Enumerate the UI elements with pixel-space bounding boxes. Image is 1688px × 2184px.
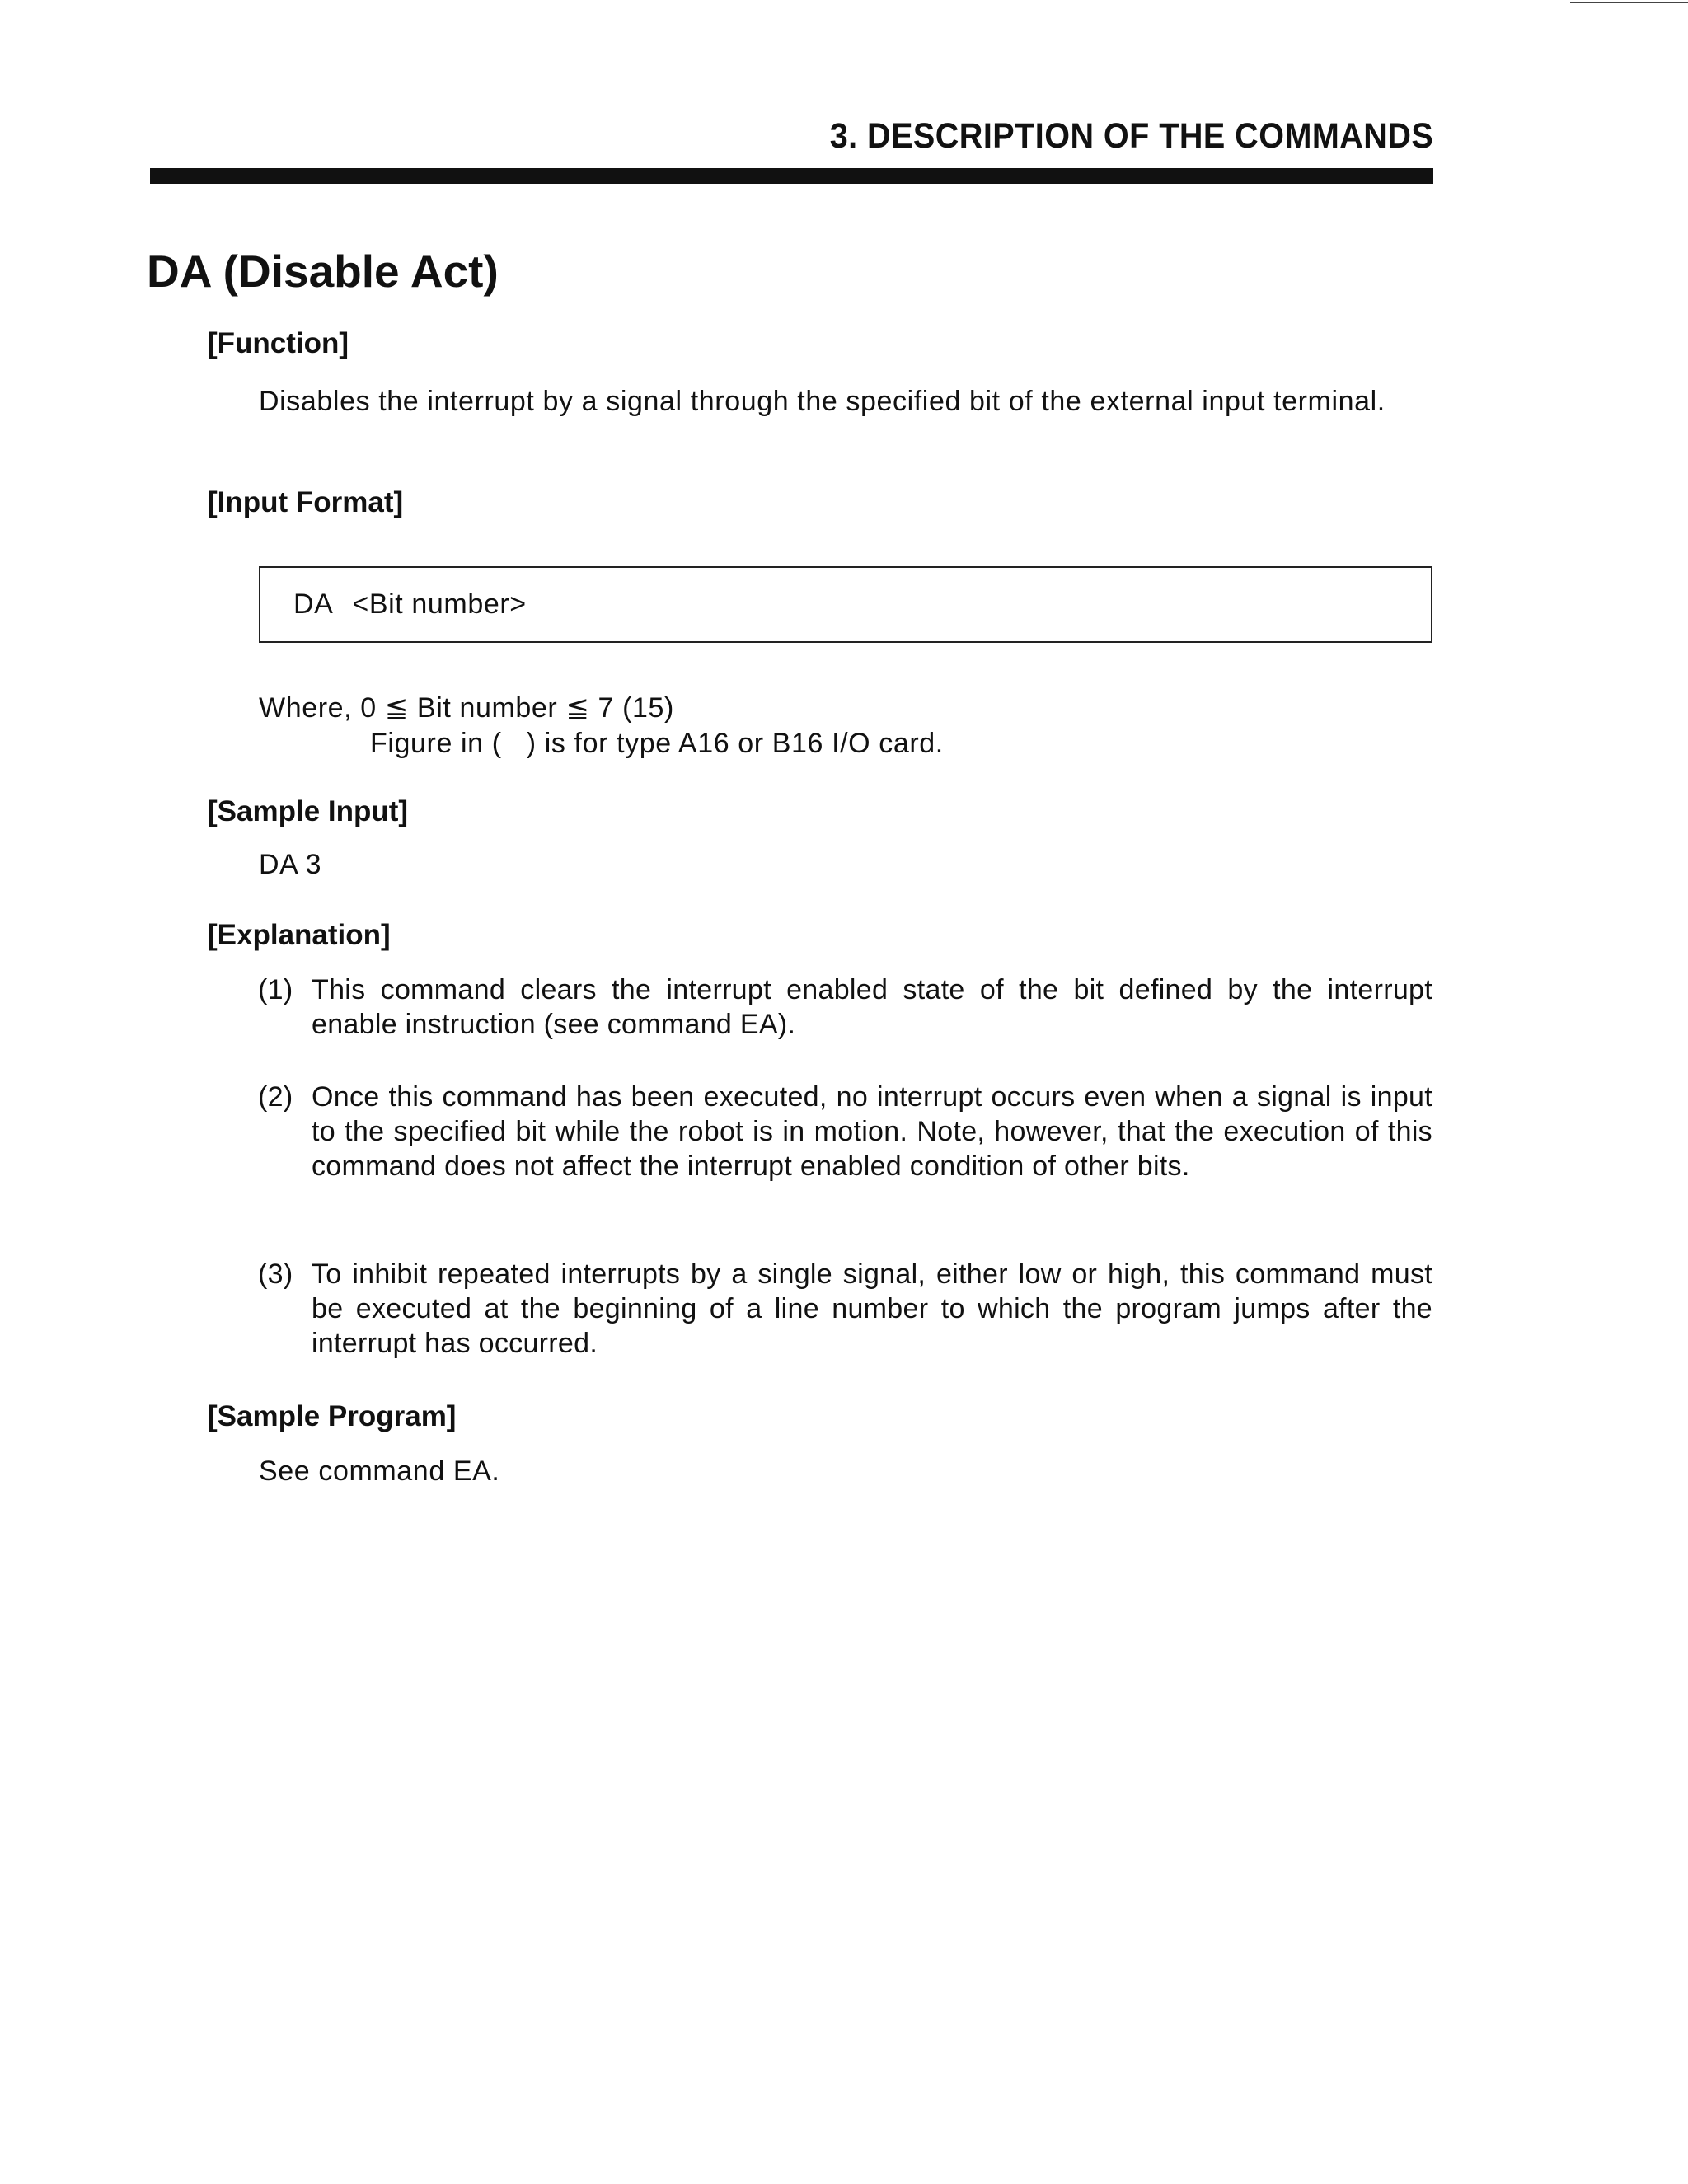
input-format-heading: [Input Format] — [208, 486, 404, 518]
explanation-item-number: (1) — [258, 974, 293, 1005]
sample-program-text: See command EA. — [259, 1455, 500, 1487]
input-format-syntax: DA <Bit number> — [293, 588, 527, 620]
sample-input-heading: [Sample Input] — [208, 795, 409, 827]
command-title: DA (Disable Act) — [147, 246, 499, 297]
input-format-box — [259, 566, 1432, 643]
sample-program-heading: [Sample Program] — [208, 1400, 457, 1432]
explanation-item — [258, 972, 1432, 1042]
header-rule — [150, 168, 1433, 184]
where-line: Where, 0 ≦ Bit number ≦ 7 (15) — [259, 692, 674, 724]
corner-scan-line — [1570, 2, 1688, 3]
function-text: Disables the interrupt by a signal through the specified bit of the external input terminal. — [259, 386, 1386, 417]
explanation-item-number: (3) — [258, 1258, 293, 1290]
explanation-item — [258, 1257, 1432, 1361]
explanation-item-number: (2) — [258, 1081, 293, 1113]
chapter-title: 3. DESCRIPTION OF THE COMMANDS — [829, 116, 1433, 156]
sample-input-value: DA 3 — [259, 849, 322, 880]
explanation-heading: [Explanation] — [208, 919, 391, 951]
figure-note: Figure in ( ) is for type A16 or B16 I/O card. — [370, 728, 944, 759]
explanation-item-text: Once this command has been executed, no interrupt occurs even when a signal is input to the specified bit while the robot is in motion. Note, however, that the execution of this command does not affect the interrupt enabled condition of other bits. — [312, 1081, 1432, 1182]
function-heading: [Function] — [208, 327, 349, 359]
explanation-item-text: This command clears the interrupt enabled state of the bit defined by the interrupt enable instruction (see command EA). — [312, 974, 1432, 1040]
explanation-item-text: To inhibit repeated interrupts by a single signal, either low or high, this command must be executed at the beginning of a line number to which the program jumps after the interrupt has occurred. — [312, 1258, 1432, 1359]
explanation-item — [258, 1080, 1432, 1183]
